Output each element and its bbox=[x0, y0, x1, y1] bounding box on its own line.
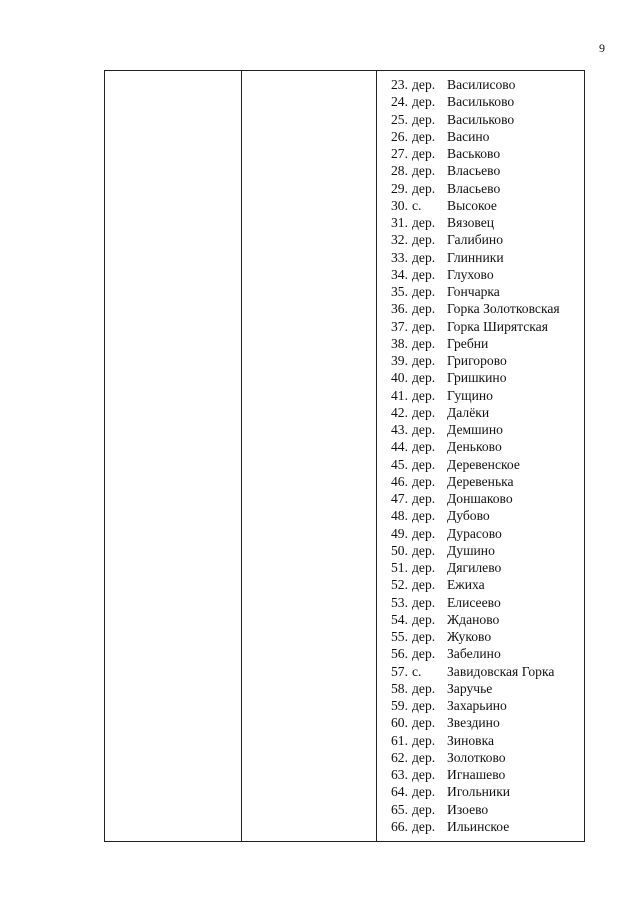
list-item bbox=[377, 214, 584, 231]
item-number: 33. bbox=[391, 249, 408, 265]
item-name: Гришкино bbox=[447, 370, 507, 386]
item-number: 42. bbox=[391, 404, 408, 420]
item-type: дер. bbox=[412, 232, 436, 248]
item-name: Глухово bbox=[447, 266, 494, 282]
item-number: 37. bbox=[391, 318, 408, 334]
settlements-table bbox=[104, 70, 585, 842]
item-type: дер. bbox=[412, 335, 436, 351]
item-name: Звездино bbox=[447, 715, 500, 731]
list-item bbox=[377, 283, 584, 300]
item-number: 43. bbox=[391, 422, 408, 437]
item-type: дер. bbox=[412, 353, 436, 368]
item-name: Душино bbox=[447, 542, 495, 558]
item-number: 54. bbox=[391, 611, 408, 627]
item-name: Василисово bbox=[447, 77, 516, 92]
item-number: 30. bbox=[391, 197, 408, 213]
list-item bbox=[377, 559, 584, 576]
list-item bbox=[377, 576, 584, 593]
table-column-2 bbox=[242, 71, 377, 841]
item-type: дер. bbox=[412, 370, 436, 386]
page-number: 9 bbox=[599, 41, 605, 55]
item-name: Горка Ширятская bbox=[447, 318, 548, 334]
item-number: 61. bbox=[391, 732, 408, 748]
item-name: Жуково bbox=[447, 629, 492, 644]
list-item bbox=[377, 231, 584, 248]
item-type: дер. bbox=[412, 301, 436, 317]
item-type: дер. bbox=[412, 611, 436, 627]
item-type: дер. bbox=[412, 284, 436, 299]
table-column-1 bbox=[105, 71, 242, 841]
list-item bbox=[377, 783, 584, 800]
item-number: 41. bbox=[391, 387, 408, 403]
list-item bbox=[377, 180, 584, 197]
item-type: дер. bbox=[412, 594, 436, 610]
item-type: дер. bbox=[412, 749, 436, 765]
list-item bbox=[377, 369, 584, 386]
item-name: Власьево bbox=[447, 163, 501, 179]
list-item bbox=[377, 663, 584, 680]
item-type: дер. bbox=[412, 266, 436, 282]
item-name: Высокое bbox=[447, 197, 497, 213]
item-name: Доншаково bbox=[447, 491, 513, 506]
item-type: дер. bbox=[412, 180, 436, 196]
list-item bbox=[377, 818, 584, 835]
item-number: 60. bbox=[391, 715, 408, 731]
list-item bbox=[377, 473, 584, 490]
item-number: 26. bbox=[391, 128, 408, 144]
item-name: Васьково bbox=[447, 146, 501, 161]
item-type: с. bbox=[412, 663, 422, 679]
list-item bbox=[377, 766, 584, 783]
list-item bbox=[377, 335, 584, 352]
item-number: 49. bbox=[391, 525, 408, 541]
list-item bbox=[377, 697, 584, 714]
list-item bbox=[377, 594, 584, 611]
item-name: Демшино bbox=[447, 422, 503, 437]
item-name: Васино bbox=[447, 128, 490, 144]
item-type: дер. bbox=[412, 128, 436, 144]
item-type: дер. bbox=[412, 577, 436, 593]
list-item bbox=[377, 542, 584, 559]
item-type: дер. bbox=[412, 94, 436, 110]
item-type: дер. bbox=[412, 404, 436, 420]
item-name: Власьево bbox=[447, 180, 501, 196]
list-item bbox=[377, 266, 584, 283]
item-type: дер. bbox=[412, 818, 436, 834]
item-type: дер. bbox=[412, 456, 436, 472]
list-item bbox=[377, 749, 584, 766]
item-number: 47. bbox=[391, 491, 408, 506]
item-number: 57. bbox=[391, 663, 408, 679]
item-name: Дягилево bbox=[447, 560, 502, 575]
item-name: Деньково bbox=[447, 439, 502, 455]
item-name: Васильково bbox=[447, 94, 515, 110]
list-item bbox=[377, 111, 584, 128]
list-item bbox=[377, 300, 584, 317]
list-item bbox=[377, 249, 584, 266]
item-type: дер. bbox=[412, 146, 436, 161]
item-number: 36. bbox=[391, 301, 408, 317]
item-name: Игольники bbox=[447, 784, 511, 800]
list-item bbox=[377, 714, 584, 731]
list-item bbox=[377, 197, 584, 214]
item-type: дер. bbox=[412, 646, 436, 662]
item-number: 66. bbox=[391, 818, 408, 834]
item-name: Григорово bbox=[447, 353, 507, 368]
item-name: Гребни bbox=[447, 335, 489, 351]
settlement-list bbox=[377, 76, 584, 835]
list-item bbox=[377, 128, 584, 145]
item-type: дер. bbox=[412, 439, 436, 455]
item-name: Жданово bbox=[447, 611, 500, 627]
item-type: дер. bbox=[412, 111, 436, 127]
item-type: дер. bbox=[412, 525, 436, 541]
list-item bbox=[377, 387, 584, 404]
list-item bbox=[377, 145, 584, 162]
list-item bbox=[377, 438, 584, 455]
item-name: Дубово bbox=[447, 508, 490, 524]
item-number: 56. bbox=[391, 646, 408, 662]
item-type: дер. bbox=[412, 249, 436, 265]
item-name: Забелино bbox=[447, 646, 501, 662]
item-number: 63. bbox=[391, 767, 408, 782]
item-number: 24. bbox=[391, 94, 408, 110]
item-number: 55. bbox=[391, 629, 408, 644]
item-name: Деревенька bbox=[447, 473, 514, 489]
item-name: Изоево bbox=[447, 801, 489, 817]
item-name: Заручье bbox=[447, 680, 493, 696]
item-type: дер. bbox=[412, 318, 436, 334]
item-name: Глинники bbox=[447, 249, 504, 265]
item-name: Далёки bbox=[447, 404, 490, 420]
item-number: 46. bbox=[391, 473, 408, 489]
item-number: 53. bbox=[391, 594, 408, 610]
item-number: 27. bbox=[391, 146, 408, 161]
item-number: 50. bbox=[391, 542, 408, 558]
item-name: Гущино bbox=[447, 387, 493, 403]
list-item bbox=[377, 318, 584, 335]
item-name: Вязовец bbox=[447, 215, 495, 230]
list-item bbox=[377, 645, 584, 662]
item-name: Зиновка bbox=[447, 732, 495, 748]
item-type: дер. bbox=[412, 629, 436, 644]
item-number: 32. bbox=[391, 232, 408, 248]
item-number: 28. bbox=[391, 163, 408, 179]
item-number: 52. bbox=[391, 577, 408, 593]
item-type: дер. bbox=[412, 732, 436, 748]
item-type: дер. bbox=[412, 387, 436, 403]
item-type: дер. bbox=[412, 422, 436, 437]
item-name: Игнашево bbox=[447, 767, 506, 782]
item-number: 58. bbox=[391, 680, 408, 696]
item-number: 40. bbox=[391, 370, 408, 386]
list-item bbox=[377, 404, 584, 421]
list-item bbox=[377, 490, 584, 507]
item-name: Елисеево bbox=[447, 594, 501, 610]
item-type: дер. bbox=[412, 77, 436, 92]
list-item bbox=[377, 680, 584, 697]
item-name: Дурасово bbox=[447, 525, 502, 541]
item-type: дер. bbox=[412, 491, 436, 506]
table-column-3 bbox=[377, 71, 584, 841]
list-item bbox=[377, 507, 584, 524]
item-number: 31. bbox=[391, 215, 408, 230]
item-number: 38. bbox=[391, 335, 408, 351]
item-type: дер. bbox=[412, 473, 436, 489]
list-item bbox=[377, 162, 584, 179]
item-type: дер. bbox=[412, 508, 436, 524]
item-name: Завидовская Горка bbox=[447, 663, 555, 679]
item-type: дер. bbox=[412, 680, 436, 696]
list-item bbox=[377, 525, 584, 542]
item-name: Галибино bbox=[447, 232, 503, 248]
item-type: дер. bbox=[412, 163, 436, 179]
list-item bbox=[377, 456, 584, 473]
list-item bbox=[377, 93, 584, 110]
list-item bbox=[377, 352, 584, 369]
list-item bbox=[377, 628, 584, 645]
item-number: 39. bbox=[391, 353, 408, 368]
item-number: 62. bbox=[391, 749, 408, 765]
item-name: Захарьино bbox=[447, 698, 507, 713]
list-item bbox=[377, 611, 584, 628]
item-number: 48. bbox=[391, 508, 408, 524]
item-type: дер. bbox=[412, 542, 436, 558]
item-number: 65. bbox=[391, 801, 408, 817]
list-item bbox=[377, 421, 584, 438]
item-number: 29. bbox=[391, 180, 408, 196]
item-type: дер. bbox=[412, 801, 436, 817]
list-item bbox=[377, 801, 584, 818]
item-type: дер. bbox=[412, 215, 436, 230]
item-name: Ежиха bbox=[447, 577, 485, 593]
list-item bbox=[377, 732, 584, 749]
item-name: Гончарка bbox=[447, 284, 500, 299]
item-type: дер. bbox=[412, 767, 436, 782]
item-number: 51. bbox=[391, 560, 408, 575]
list-item bbox=[377, 76, 584, 93]
item-number: 25. bbox=[391, 111, 408, 127]
item-type: дер. bbox=[412, 560, 436, 575]
item-name: Васильково bbox=[447, 111, 515, 127]
item-number: 34. bbox=[391, 266, 408, 282]
item-number: 35. bbox=[391, 284, 408, 299]
item-number: 64. bbox=[391, 784, 408, 800]
item-type: дер. bbox=[412, 784, 436, 800]
item-type: дер. bbox=[412, 698, 436, 713]
item-name: Горка Золотковская bbox=[447, 301, 560, 317]
item-name: Деревенское bbox=[447, 456, 520, 472]
item-name: Ильинское bbox=[447, 818, 510, 834]
item-type: с. bbox=[412, 197, 422, 213]
item-number: 59. bbox=[391, 698, 408, 713]
item-number: 23. bbox=[391, 77, 408, 92]
item-type: дер. bbox=[412, 715, 436, 731]
item-number: 45. bbox=[391, 456, 408, 472]
item-name: Золотково bbox=[447, 749, 506, 765]
item-number: 44. bbox=[391, 439, 408, 455]
